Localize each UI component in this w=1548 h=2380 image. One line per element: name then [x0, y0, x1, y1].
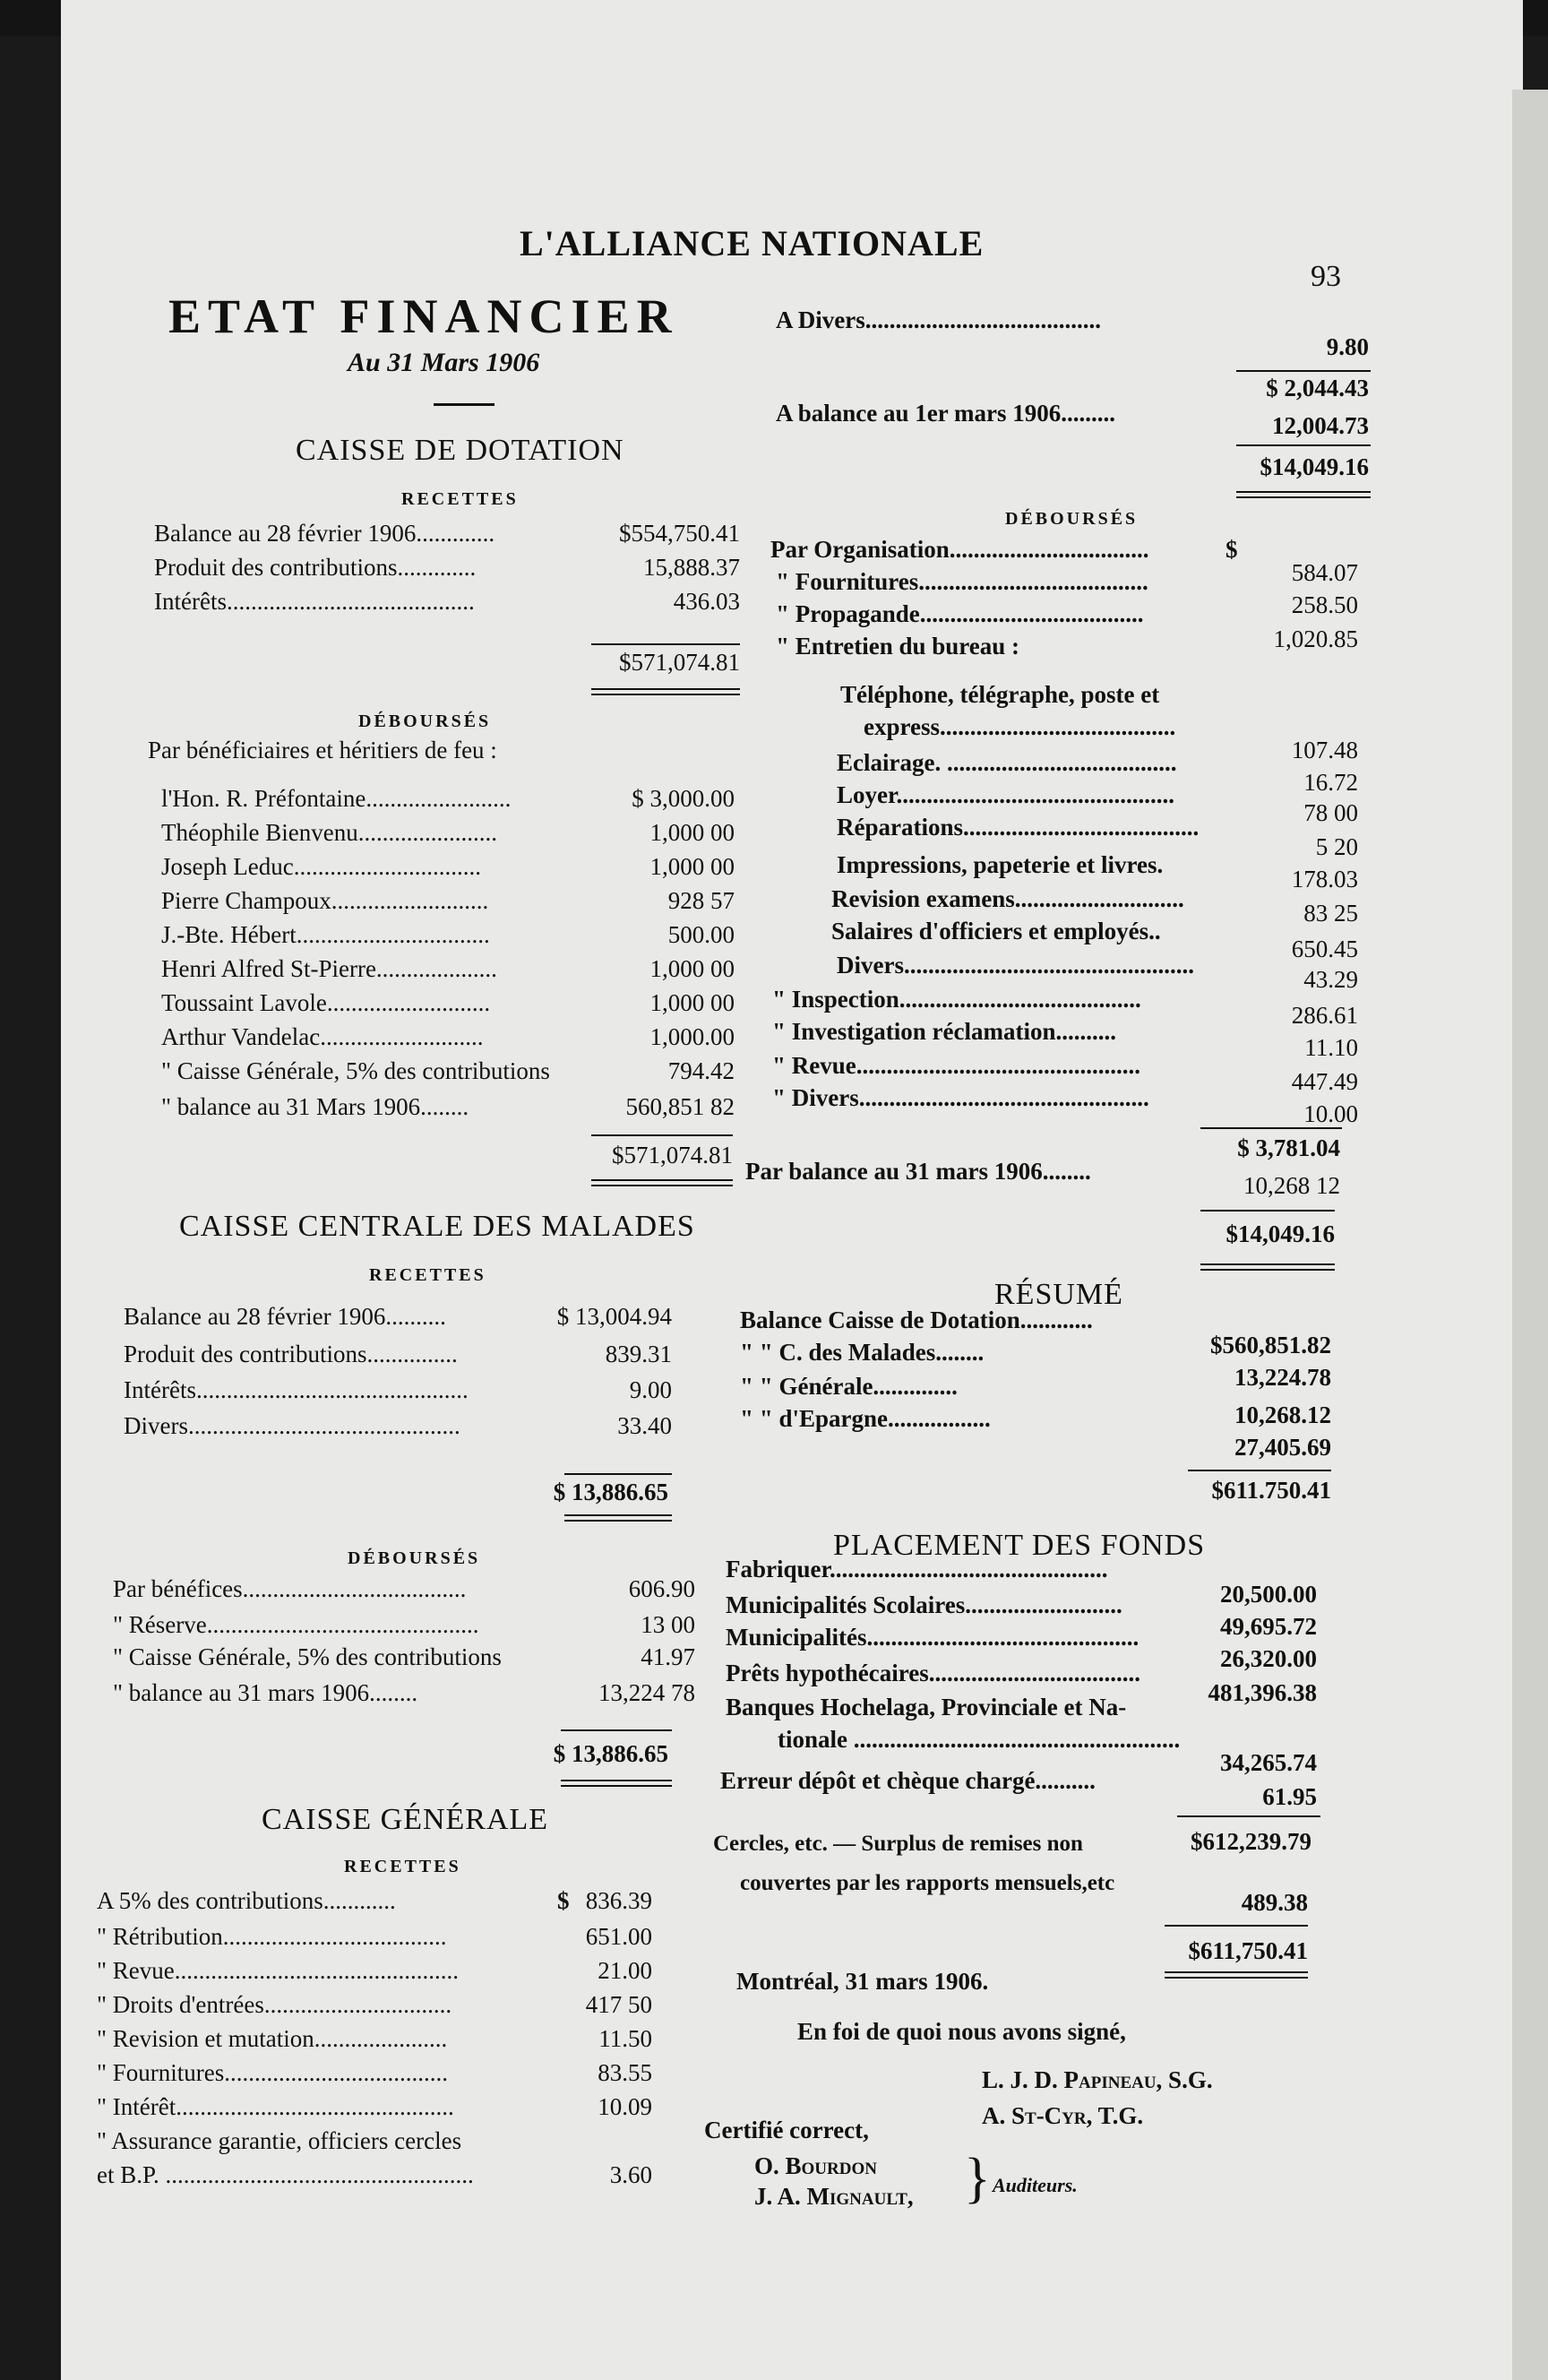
double-rule — [561, 1780, 672, 1787]
row-value: 794.42 — [667, 1057, 735, 1084]
row-label: " Caisse Générale, 5% des contributions — [161, 1057, 550, 1084]
row-value: 5 20 — [1315, 833, 1358, 860]
row-value: 9.00 — [629, 1376, 672, 1403]
brace-icon: } — [964, 2148, 991, 2209]
rule — [564, 1473, 672, 1475]
row-value: 11.10 — [1304, 1034, 1358, 1061]
row-value: 417 50 — [585, 1991, 652, 2018]
row-label: " Intérêt.............................................. — [97, 2093, 454, 2120]
row-label: " Fournitures...................................... — [776, 568, 1148, 595]
row-label: " balance au 31 Mars 1906........ — [161, 1093, 469, 1120]
placement-final-total: $611,750.41 — [1188, 1937, 1308, 1964]
row-label: " Assurance garantie, officiers cercles — [97, 2127, 462, 2154]
row-label: Eclairage. ...................................... — [837, 749, 1177, 776]
row-value: 43.29 — [1303, 966, 1358, 993]
row-value: 13,224.78 — [1234, 1364, 1331, 1391]
row-label: Arthur Vandelac........................... — [161, 1023, 484, 1050]
row-value: 13 00 — [641, 1611, 695, 1638]
generale-title: CAISSE GÉNÉRALE — [262, 1803, 549, 1836]
right-total-bottom: $14,049.16 — [1226, 1220, 1335, 1247]
right-total-top: $14,049.16 — [1260, 453, 1369, 480]
currency-prefix: $ — [1226, 536, 1238, 563]
row-label: Prêts hypothécaires................................... — [726, 1660, 1140, 1686]
right-debourses-label: DÉBOURSÉS — [1005, 509, 1139, 529]
row-value: $560,851.82 — [1210, 1332, 1331, 1358]
dotation-debourses-total: $571,074.81 — [612, 1142, 733, 1168]
row-value: 584.07 — [1291, 559, 1358, 586]
row-value: 258.50 — [1291, 591, 1358, 618]
row-value: 650.45 — [1291, 936, 1358, 962]
row-label: et B.P. ................................................... — [97, 2161, 474, 2188]
row-value: 21.00 — [598, 1957, 652, 1984]
resume-title: RÉSUMÉ — [994, 1278, 1123, 1311]
row-label: Toussaint Lavole........................... — [161, 989, 491, 1016]
rule — [1200, 1210, 1335, 1212]
row-value: 26,320.00 — [1220, 1645, 1317, 1672]
row-label: " balance au 31 mars 1906........ — [113, 1679, 418, 1706]
signature-st-cyr: A. St-Cyr, T.G. — [982, 2102, 1144, 2129]
row-label: Par bénéfices..................................... — [113, 1575, 467, 1602]
row-label: " Entretien du bureau : — [776, 633, 1020, 660]
resume-total: $611.750.41 — [1211, 1477, 1331, 1504]
row-label: tionale ...................................................... — [778, 1726, 1181, 1753]
page-edge — [1512, 90, 1548, 2380]
row-value: 836.39 — [585, 1887, 652, 1914]
row-value: 928 57 — [667, 887, 735, 914]
rule — [1200, 1127, 1342, 1129]
row-label: Pierre Champoux.......................... — [161, 887, 489, 914]
placement-total: $612,239.79 — [1191, 1828, 1312, 1855]
row-value: 83.55 — [598, 2059, 652, 2086]
double-rule — [591, 1179, 733, 1186]
row-value: 78 00 — [1303, 799, 1358, 826]
row-label: Intérêts......................................... — [154, 588, 475, 615]
running-header: L'ALLIANCE NATIONALE — [520, 223, 985, 263]
row-value: 10,268 12 — [1243, 1172, 1340, 1199]
row-value: 9.80 — [1326, 333, 1369, 360]
rule — [1236, 444, 1371, 446]
dotation-recettes-label: RECETTES — [401, 489, 519, 509]
place-date: Montréal, 31 mars 1906. — [736, 1968, 989, 1995]
row-label: Loyer.............................................. — [837, 781, 1174, 808]
row-label: " Caisse Générale, 5% des contributions — [113, 1643, 502, 1670]
row-value: 447.49 — [1291, 1068, 1358, 1095]
cercles-line-2: couvertes par les rapports mensuels,etc — [740, 1871, 1115, 1895]
rule — [591, 643, 740, 645]
row-label: Produit des contributions............. — [154, 554, 477, 581]
row-value: 286.61 — [1291, 1002, 1358, 1029]
row-label: " Droits d'entrées............................... — [97, 1991, 452, 2018]
row-label: " Investigation réclamation.......... — [772, 1018, 1116, 1045]
row-value: 560,851 82 — [625, 1093, 735, 1120]
auditor-bourdon: O. Bourdon — [754, 2152, 877, 2179]
row-label: A balance au 1er mars 1906......... — [776, 400, 1115, 427]
row-label: " Inspection........................................ — [772, 986, 1141, 1013]
double-rule — [1236, 491, 1371, 498]
row-label: " Propagande..................................... — [776, 600, 1144, 627]
row-label: express....................................... — [864, 713, 1176, 740]
malades-recettes-total: $ 13,886.65 — [553, 1479, 668, 1505]
row-value: 16.72 — [1303, 769, 1358, 796]
row-value: 10.00 — [1303, 1100, 1358, 1127]
row-label: Balance Caisse de Dotation............ — [740, 1306, 1093, 1333]
double-rule — [564, 1514, 672, 1522]
row-label: Divers............................................. — [124, 1412, 460, 1439]
row-value: 33.40 — [617, 1412, 672, 1439]
row-label: " Revision et mutation...................... — [97, 2025, 448, 2052]
rule — [1236, 370, 1371, 372]
row-label: Produit des contributions............... — [124, 1341, 458, 1367]
malades-recettes-label: RECETTES — [369, 1265, 486, 1285]
row-value: 481,396.38 — [1208, 1679, 1317, 1706]
row-value: 3.60 — [609, 2161, 652, 2188]
row-value: 11.50 — [598, 2025, 652, 2052]
row-value: 839.31 — [605, 1341, 672, 1367]
row-label: " " Générale.............. — [740, 1373, 958, 1400]
row-value: 436.03 — [673, 588, 740, 615]
row-label: Joseph Leduc............................... — [161, 853, 481, 880]
row-label: Réparations....................................... — [837, 814, 1200, 841]
row-label: " " C. des Malades........ — [740, 1339, 985, 1366]
title-dash — [434, 403, 494, 406]
row-value: 27,405.69 — [1234, 1434, 1331, 1461]
page-number: 93 — [1311, 260, 1341, 293]
cercles-line-1: Cercles, etc. — Surplus de remises non — [713, 1832, 1083, 1856]
row-value: 500.00 — [667, 921, 735, 948]
cercles-value: 489.38 — [1241, 1889, 1308, 1916]
row-value: 1,000 00 — [649, 819, 735, 846]
row-value: 49,695.72 — [1220, 1613, 1317, 1640]
dotation-title: CAISSE DE DOTATION — [296, 434, 624, 467]
row-label: Banques Hochelaga, Provinciale et Na- — [726, 1694, 1127, 1720]
malades-debourses-label: DÉBOURSÉS — [348, 1548, 481, 1568]
row-label: Théophile Bienvenu....................... — [161, 819, 497, 846]
dotation-debourses-label: DÉBOURSÉS — [358, 711, 492, 731]
row-label: " Revue............................................... — [97, 1957, 459, 1984]
rule — [1177, 1815, 1320, 1817]
row-label: Divers................................................ — [837, 952, 1194, 979]
malades-debourses-total: $ 13,886.65 — [553, 1740, 668, 1767]
row-value: 606.90 — [628, 1575, 695, 1602]
row-label: J.-Bte. Hébert................................ — [161, 921, 490, 948]
row-value: 61.95 — [1262, 1783, 1317, 1810]
row-value: 20,500.00 — [1220, 1581, 1317, 1608]
row-label: " Divers................................................ — [772, 1084, 1149, 1111]
generale-recettes-label: RECETTES — [344, 1857, 461, 1876]
row-value: 107.48 — [1291, 737, 1358, 763]
rule — [561, 1729, 672, 1731]
row-value: 13,224 78 — [598, 1679, 695, 1706]
row-value: 10,268.12 — [1234, 1401, 1331, 1428]
row-label: Par balance au 31 mars 1906........ — [745, 1158, 1091, 1185]
certifie-line: Certifié correct, — [704, 2117, 869, 2143]
dotation-debourses-intro: Par bénéficiaires et héritiers de feu : — [148, 737, 497, 763]
row-label: Henri Alfred St-Pierre.................... — [161, 955, 497, 982]
row-label: Intérêts............................................. — [124, 1376, 469, 1403]
page-title: ETAT FINANCIER — [168, 289, 679, 343]
row-value: 1,020.85 — [1273, 625, 1358, 652]
row-label: Balance au 28 février 1906.......... — [124, 1303, 446, 1330]
signature-papineau: L. J. D. Papineau, S.G. — [982, 2066, 1213, 2093]
row-label: A Divers....................................... — [776, 306, 1101, 333]
row-label: Municipalités............................................. — [726, 1624, 1140, 1651]
row-label: Salaires d'officiers et employés.. — [831, 918, 1161, 944]
row-label: " Fournitures..................................... — [97, 2059, 449, 2086]
auditeurs-label: Auditeurs. — [993, 2174, 1078, 2196]
double-rule — [1200, 1263, 1335, 1271]
malades-title: CAISSE CENTRALE DES MALADES — [179, 1210, 695, 1243]
rule — [1188, 1470, 1331, 1471]
placement-title: PLACEMENT DES FONDS — [833, 1529, 1206, 1562]
row-value: 1,000.00 — [649, 1023, 735, 1050]
row-value: 83 25 — [1303, 900, 1358, 927]
row-label: Erreur dépôt et chèque chargé.......... — [720, 1767, 1096, 1794]
row-label: Téléphone, télégraphe, poste et — [840, 681, 1160, 708]
row-value: $554,750.41 — [619, 520, 740, 547]
row-value: 15,888.37 — [643, 554, 740, 581]
date-line: Au 31 Mars 1906 — [348, 348, 540, 377]
row-value: 178.03 — [1291, 866, 1358, 892]
row-label: " Rétribution..................................... — [97, 1923, 447, 1950]
row-value: 12,004.73 — [1272, 412, 1369, 439]
row-label: Fabriquer.............................................. — [726, 1556, 1108, 1582]
row-label: " Réserve............................................. — [113, 1611, 479, 1638]
row-value: 651.00 — [585, 1923, 652, 1950]
row-label: Municipalités Scolaires.......................... — [726, 1591, 1122, 1618]
row-value: $ 3,000.00 — [632, 785, 735, 812]
row-value: 41.97 — [641, 1643, 695, 1670]
dotation-recettes-total: $571,074.81 — [619, 649, 740, 676]
row-value: 34,265.74 — [1220, 1749, 1317, 1776]
row-label: l'Hon. R. Préfontaine........................ — [161, 785, 512, 812]
double-rule — [1165, 1971, 1308, 1979]
double-rule — [591, 688, 740, 695]
row-label: Balance au 28 février 1906............. — [154, 520, 495, 547]
row-label: Impressions, papeterie et livres. — [837, 851, 1164, 878]
row-value: $ 13,004.94 — [556, 1303, 672, 1330]
row-value: 1,000 00 — [649, 955, 735, 982]
row-label: " " d'Epargne................. — [740, 1405, 991, 1432]
rule — [591, 1134, 733, 1136]
row-label: " Revue............................................... — [772, 1052, 1140, 1079]
row-label: Revision examens............................ — [831, 885, 1184, 912]
rule — [1165, 1925, 1308, 1927]
currency-prefix: $ — [557, 1887, 570, 1914]
right-debourses-subtotal: $ 3,781.04 — [1237, 1134, 1340, 1161]
auditor-mignault: J. A. Mignault, — [754, 2183, 914, 2210]
row-value: 10.09 — [598, 2093, 652, 2120]
row-value: 1,000 00 — [649, 989, 735, 1016]
foi-line: En foi de quoi nous avons signé, — [797, 2018, 1126, 2045]
row-value: 1,000 00 — [649, 853, 735, 880]
row-label: Par Organisation................................. — [770, 536, 1149, 563]
row-label: A 5% des contributions............ — [97, 1887, 396, 1914]
right-subtotal: $ 2,044.43 — [1266, 375, 1369, 401]
